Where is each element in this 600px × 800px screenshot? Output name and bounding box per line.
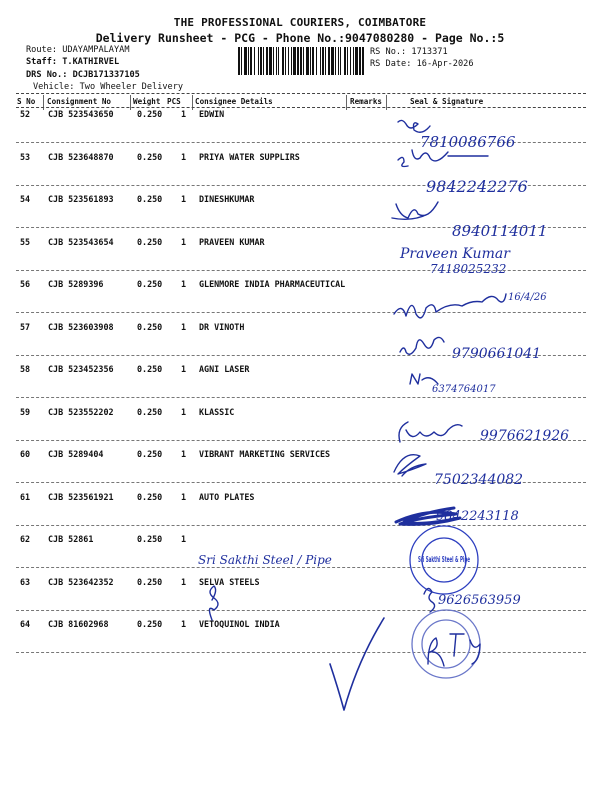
table-row — [0, 492, 600, 534]
row-pcs: 1 — [181, 194, 187, 204]
row-sno: 64 — [20, 619, 31, 629]
row-consignee: KLASSIC — [199, 406, 235, 417]
row-pcs: 1 — [181, 236, 187, 247]
barcode-bar — [312, 47, 314, 75]
rs-date-value: 16-Apr-2026 — [416, 59, 474, 69]
row-pcs: 1 — [181, 406, 187, 417]
barcode-bar — [350, 47, 351, 75]
barcode-bar — [291, 47, 292, 75]
row-divider — [16, 652, 586, 653]
barcode-bar — [331, 47, 334, 75]
row-consignment-no: CJB 523543650 — [48, 109, 114, 119]
table-row — [0, 449, 600, 491]
row-divider — [16, 142, 586, 143]
table-row — [0, 577, 600, 619]
row-consignment-no: CJB 52861 — [48, 534, 94, 544]
row-consignment-no: CJB 523603908 — [48, 321, 114, 332]
row-consignee: EDWIN — [199, 109, 225, 119]
barcode-bar — [248, 47, 249, 75]
row-pcs: 1 — [181, 619, 187, 629]
row-weight: 0.250 — [137, 534, 163, 544]
rs-no-line: RS No.: 1713371 — [370, 47, 448, 57]
hw-note-62: Sri Sakthi Steel / Pipe — [198, 553, 332, 567]
row-weight: 0.250 — [137, 491, 163, 502]
row-pcs: 1 — [181, 109, 187, 119]
hw-phone-58: 6374764017 — [432, 384, 496, 395]
vehicle-line: Vehicle: Two Wheeler Delivery — [33, 82, 184, 92]
col-consignee: Consignee Details — [195, 97, 273, 106]
row-consignment-no: CJB 523648870 — [48, 151, 114, 162]
row-weight: 0.250 — [137, 406, 163, 417]
row-sno: 58 — [20, 364, 31, 374]
row-consignee: DINESHKUMAR — [199, 194, 255, 204]
row-weight: 0.250 — [137, 236, 163, 247]
row-consignment-no: CJB 81602968 — [48, 619, 109, 629]
drs-value: DCJB171337105 — [72, 70, 140, 80]
staff-value: T.KATHIRVEL — [62, 57, 120, 67]
stamp-text: Sri Sakthi Steel & Pipe — [418, 555, 471, 564]
col-weight: Weight — [133, 97, 161, 106]
hw-phone-54: 8940114011 — [452, 222, 548, 240]
row-consignment-no: CJB 523452356 — [48, 364, 114, 374]
table-row — [0, 407, 600, 449]
barcode-bar — [325, 47, 326, 75]
row-pcs: 1 — [181, 449, 187, 459]
barcode-bar — [300, 47, 302, 75]
row-divider — [16, 525, 586, 526]
row-divider — [16, 355, 586, 356]
row-consignee: PRIYA WATER SUPPLIRS — [199, 151, 300, 162]
barcode-bar — [355, 47, 358, 75]
row-weight: 0.250 — [137, 619, 163, 629]
barcode-bar — [322, 47, 324, 75]
staff-line: Staff: T.KATHIRVEL — [26, 57, 120, 67]
col-remarks: Remarks — [350, 97, 383, 106]
row-divider — [16, 397, 586, 398]
col-pcs: PCS — [167, 97, 181, 106]
hw-phone-60: 7502344082 — [434, 472, 524, 488]
row-consignee: VETOQUINOL INDIA — [199, 619, 280, 629]
table-row — [0, 194, 600, 236]
route-value: UDAYAMPALAYAM — [62, 45, 130, 55]
row-sno: 54 — [20, 194, 31, 204]
barcode-bar — [273, 47, 274, 75]
row-divider — [16, 610, 586, 611]
barcode-bar — [278, 47, 279, 75]
row-divider — [16, 440, 586, 441]
row-weight: 0.250 — [137, 321, 163, 332]
barcode-bar — [297, 47, 299, 75]
hw-phone-52: 7810086766 — [420, 133, 516, 151]
hw-phone-63: 9626563959 — [438, 593, 521, 608]
row-consignment-no: CJB 5289404 — [48, 449, 104, 459]
row-divider — [16, 567, 586, 568]
row-sno: 53 — [20, 151, 31, 162]
barcode-bar — [276, 47, 277, 75]
table-row — [0, 279, 600, 321]
row-consignee: SELVA STEELS — [199, 576, 260, 587]
row-sno: 61 — [20, 491, 31, 502]
hw-name-55: Praveen Kumar — [400, 246, 510, 262]
hw-date-56: 16/4/26 — [508, 292, 547, 303]
hw-phone-55: 7418025232 — [430, 262, 507, 276]
barcode-bar — [359, 47, 361, 75]
hw-phone-57: 9790661041 — [452, 346, 542, 362]
barcode-bar — [266, 47, 268, 75]
row-consignment-no: CJB 523561921 — [48, 491, 114, 502]
hw-phone-53: 9842242276 — [426, 177, 528, 196]
barcode-bar — [335, 47, 336, 75]
row-divider — [16, 185, 586, 186]
table-row — [0, 364, 600, 406]
hw-phone-59: 9976621926 — [480, 428, 570, 444]
barcode-bar — [338, 47, 339, 75]
barcode-bar — [306, 47, 309, 75]
row-consignee: AUTO PLATES — [199, 491, 255, 502]
row-sno: 59 — [20, 406, 31, 417]
row-sno: 57 — [20, 321, 31, 332]
row-divider — [16, 227, 586, 228]
row-consignment-no: CJB 5289396 — [48, 279, 104, 289]
row-sno: 55 — [20, 236, 31, 247]
barcode-bar — [344, 47, 346, 75]
row-consignment-no: CJB 523561893 — [48, 194, 114, 204]
row-weight: 0.250 — [137, 279, 163, 289]
row-sno: 63 — [20, 576, 31, 587]
header-bottom-rule — [16, 107, 586, 108]
barcode-bar — [288, 47, 289, 75]
barcode-bar — [316, 47, 317, 75]
row-weight: 0.250 — [137, 109, 163, 119]
row-consignment-no: CJB 523642352 — [48, 576, 114, 587]
runsheet-title: Delivery Runsheet - PCG - Phone No.:9047080280 - Page No.:5 — [95, 31, 505, 45]
rs-no-value: 1713371 — [411, 47, 448, 57]
row-divider — [16, 312, 586, 313]
row-divider — [16, 482, 586, 483]
row-consignment-no: CJB 523552202 — [48, 406, 114, 417]
company-title: THE PROFESSIONAL COURIERS, COIMBATORE — [173, 16, 427, 29]
col-sno: S No — [17, 97, 36, 106]
barcode-bar — [241, 47, 242, 75]
barcode-bar — [260, 47, 262, 75]
row-consignee: DR VINOTH — [199, 321, 245, 332]
barcode-bar — [347, 47, 348, 75]
barcode-bar — [362, 47, 364, 75]
table-row — [0, 109, 600, 151]
row-weight: 0.250 — [137, 449, 163, 459]
row-weight: 0.250 — [137, 364, 163, 374]
barcode-bar — [340, 47, 341, 75]
table-row — [0, 322, 600, 364]
row-sno: 62 — [20, 534, 31, 544]
row-consignee: PRAVEEN KUMAR — [199, 236, 265, 247]
hw-phone-61: 9842243118 — [436, 509, 519, 524]
barcode-bar — [293, 47, 296, 75]
row-pcs: 1 — [181, 491, 187, 502]
row-weight: 0.250 — [137, 576, 163, 587]
barcode-bar — [303, 47, 304, 75]
barcode-bar — [282, 47, 284, 75]
barcode-bar — [285, 47, 286, 75]
table-row — [0, 152, 600, 194]
barcode-bar — [238, 47, 240, 75]
row-sno: 52 — [20, 109, 31, 119]
barcode-bar — [250, 47, 252, 75]
row-consignee: VIBRANT MARKETING SERVICES — [199, 449, 331, 459]
col-seal: Seal & Signature — [410, 97, 484, 106]
barcode-bar — [263, 47, 264, 75]
row-consignee: GLENMORE INDIA PHARMACEUTICAL — [199, 279, 346, 289]
row-sno: 56 — [20, 279, 31, 289]
table-row — [0, 237, 600, 279]
rs-date-line: RS Date: 16-Apr-2026 — [370, 59, 474, 69]
row-pcs: 1 — [181, 279, 187, 289]
route-line: Route: UDAYAMPALAYAM — [26, 45, 130, 55]
row-pcs: 1 — [181, 364, 187, 374]
row-pcs: 1 — [181, 321, 187, 332]
barcode-bar — [269, 47, 272, 75]
col-consignment: Consignment No — [47, 97, 112, 106]
table-row — [0, 534, 600, 576]
row-pcs: 1 — [181, 576, 187, 587]
row-weight: 0.250 — [137, 151, 163, 162]
row-pcs: 1 — [181, 151, 187, 162]
vehicle-value: Two Wheeler Delivery — [79, 82, 184, 92]
header-top-rule — [16, 93, 586, 94]
table-row — [0, 619, 600, 661]
row-weight: 0.250 — [137, 194, 163, 204]
row-consignee: AGNI LASER — [199, 364, 250, 374]
drs-line: DRS No.: DCJB171337105 — [26, 70, 140, 80]
barcode-bar — [328, 47, 330, 75]
barcode-bar — [254, 47, 255, 75]
row-divider — [16, 270, 586, 271]
barcode-bar — [320, 47, 321, 75]
row-consignment-no: CJB 523543654 — [48, 236, 114, 247]
row-pcs: 1 — [181, 534, 187, 544]
barcode-bar — [244, 47, 247, 75]
barcode-bar — [353, 47, 354, 75]
barcode-bar — [310, 47, 311, 75]
barcode-bar — [258, 47, 259, 75]
row-sno: 60 — [20, 449, 31, 459]
barcode-image — [238, 47, 366, 75]
